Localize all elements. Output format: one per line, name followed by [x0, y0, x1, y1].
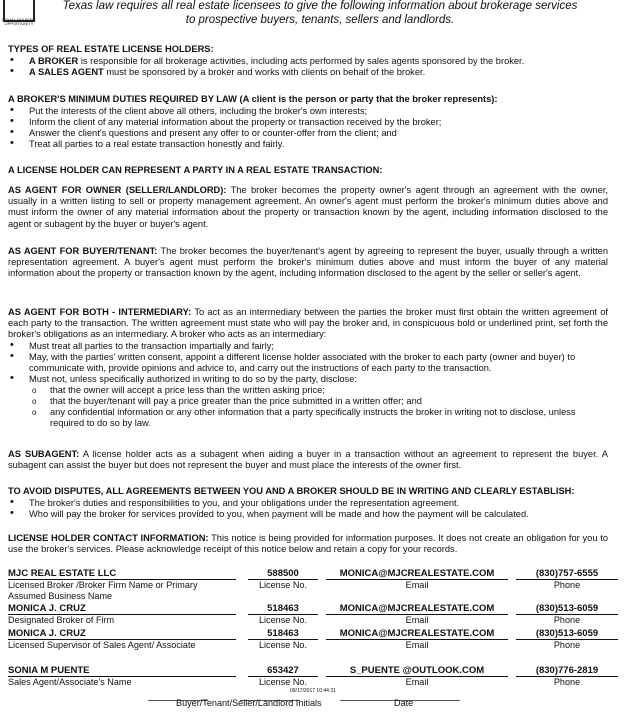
- types-heading: TYPES OF REAL ESTATE LICENSE HOLDERS:: [8, 44, 214, 54]
- list-item: • Treat all parties to a real estate transaction honestly and fairly.: [8, 139, 608, 150]
- list-item: • Must not, unless specifically authorized in writing to do so by the party, disclose: o that the owner will accept a price less than the written asking price; o that the buyer/tenant will pay a price greater than the price submitted in a written offer; and o any confidential information or any other information that a party specifically instructs the broker in writing not to disclose, unless required to do so by law.: [8, 374, 608, 429]
- holder-name-label: Designated Broker of Firm: [8, 615, 115, 625]
- holder-name-label: Licensed Supervisor of Sales Agent/ Associate: [8, 640, 196, 650]
- holder-name: MJC REAL ESTATE LLC: [8, 568, 236, 580]
- disclosure-sublist: [8, 385, 608, 429]
- list-item: • Put the interests of the client above all others, including the broker's own interests;: [8, 106, 608, 117]
- date-label: Date: [394, 698, 414, 708]
- duties-heading: A BROKER'S MINIMUM DUTIES REQUIRED BY LAW (A client is the person or party that the broker represents):: [8, 94, 498, 104]
- holder-name: MONICA J. CRUZ: [8, 603, 236, 615]
- represent-heading: A LICENSE HOLDER CAN REPRESENT A PARTY IN A REAL ESTATE TRANSACTION:: [8, 165, 383, 175]
- list-item: • Must treat all parties to the transaction impartially and fairly;: [8, 341, 608, 352]
- table-row: [8, 628, 620, 662]
- initials-label: Buyer/Tenant/Seller/Landlord Initials: [176, 698, 322, 708]
- sublist-item: o that the buyer/tenant will pay a price greater than the price submitted in a written offer; and: [8, 396, 608, 407]
- license-label: License No.: [258, 677, 308, 687]
- phone-value: (830)776-2819: [516, 665, 618, 677]
- email-value: MONICA@MJCREALESTATE.COM: [326, 603, 508, 615]
- disputes-heading: TO AVOID DISPUTES, ALL AGREEMENTS BETWEEN YOU AND A BROKER SHOULD BE IN WRITING AND CLEARLY ESTABLISH:: [8, 486, 575, 496]
- intermediary-paragraph: AS AGENT FOR BOTH - INTERMEDIARY: To act as an intermediary between the parties the broker must first obtain the written agreement of each party to the transaction. The written agreement must state who will pay the broker and, in conspicuous bold or underlined print, set forth the broker's obligations as an intermediary. A broker who acts as an intermediary:: [8, 307, 608, 340]
- email-value: MONICA@MJCREALESTATE.COM: [326, 628, 508, 640]
- list-item: • Who will pay the broker for services provided to you, when payment will be made and how the payment will be calculated.: [8, 509, 608, 520]
- list-item: • Inform the client of any material information about the property or transaction received by the broker;: [8, 117, 608, 128]
- holder-name: SONIA M PUENTE: [8, 665, 236, 677]
- phone-label: Phone: [553, 640, 581, 650]
- license-label: License No.: [258, 640, 308, 650]
- license-number: 518463: [248, 628, 318, 640]
- phone-value: (830)513-6059: [516, 603, 618, 615]
- logo-caption: EQUAL HOUSING OPPORTUNITY: [2, 17, 36, 26]
- contact-paragraph: LICENSE HOLDER CONTACT INFORMATION: This notice is being provided for information purposes. It does not create an obligation for you to use the broker's services. Please acknowledge receipt of this notice below and retain a copy for your records.: [8, 533, 608, 555]
- license-number: 653427: [248, 665, 318, 677]
- email-label: Email: [405, 677, 429, 687]
- list-item: • The broker's duties and responsibilities to you, and your obligations under the representation agreement.: [8, 498, 608, 509]
- holder-name: MONICA J. CRUZ: [8, 628, 236, 640]
- email-value: MONICA@MJCREALESTATE.COM: [326, 568, 508, 580]
- email-label: Email: [405, 580, 429, 590]
- phone-value: (830)757-6555: [516, 568, 618, 580]
- phone-label: Phone: [553, 615, 581, 625]
- list-item: • A BROKER is responsible for all brokerage activities, including acts performed by sales agents sponsored by the broker.: [8, 56, 608, 67]
- list-item: • A SALES AGENT must be sponsored by a broker and works with clients on behalf of the broker.: [8, 67, 608, 78]
- sublist-item: o that the owner will accept a price less than the written asking price;: [8, 385, 608, 396]
- license-number: 518463: [248, 603, 318, 615]
- disputes-list: [8, 498, 608, 520]
- license-number: 588500: [248, 568, 318, 580]
- duties-list: [8, 106, 608, 150]
- phone-value: (830)513-6059: [516, 628, 618, 640]
- license-label: License No.: [258, 580, 308, 590]
- buyer-paragraph: AS AGENT FOR BUYER/TENANT: The broker becomes the buyer/tenant's agent by agreeing to represent the buyer, usually through a written representation agreement. A buyer's agent must perform the broker's minimum duties above and must inform the buyer of any material information about the property or transaction known by the agent, including information disclosed to the agent by the seller or seller's agent.: [8, 246, 608, 279]
- table-row: [8, 568, 620, 602]
- license-label: License No.: [258, 615, 308, 625]
- subagent-paragraph: AS SUBAGENT: A license holder acts as a subagent when aiding a buyer in a transaction without an agreement to represent the buyer. A subagent can assist the buyer but does not represent the buyer and must place the interests of the owner first.: [8, 449, 609, 471]
- intro-text: Texas law requires all real estate licensees to give the following information about brokerage services to prospective buyers, tenants, sellers and landlords.: [62, 0, 578, 26]
- phone-label: Phone: [553, 677, 581, 687]
- phone-label: Phone: [553, 580, 581, 590]
- email-label: Email: [405, 640, 429, 650]
- list-item: • May, with the parties' written consent, appoint a different license holder associated with the broker to each party (owner and buyer) to communicate with, provide opinions and advice to, and carry out the instructions of each party to the transaction.: [8, 352, 608, 374]
- holder-name-label: Licensed Broker /Broker Firm Name or Primary Assumed Business Name: [8, 580, 198, 601]
- email-label: Email: [405, 615, 429, 625]
- sublist-item: o any confidential information or any other information that a party specifically instructs the broker in writing not to disclose, unless required to do so by law.: [8, 407, 608, 429]
- owner-paragraph: AS AGENT FOR OWNER (SELLER/LANDLORD): The broker becomes the property owner's agent through an agreement with the owner, usually in a written listing to sell or property management agreement. An owner's agent must perform the broker's minimum duties above and must inform the owner of any material information about the property or transaction known by the agent, including information disclosed to the agent or subagent by the buyer or buyer's agent.: [8, 185, 608, 229]
- types-list: [8, 56, 608, 78]
- list-item: • Answer the client's questions and present any offer to or counter-offer from the client; and: [8, 128, 608, 139]
- intermediary-list: [8, 341, 608, 429]
- date-stamp: 09/17/2017 10:44:31: [290, 688, 336, 694]
- holder-name-label: Sales Agent/Associate's Name: [8, 677, 132, 687]
- email-value: S_PUENTE @OUTLOOK.COM: [326, 665, 508, 677]
